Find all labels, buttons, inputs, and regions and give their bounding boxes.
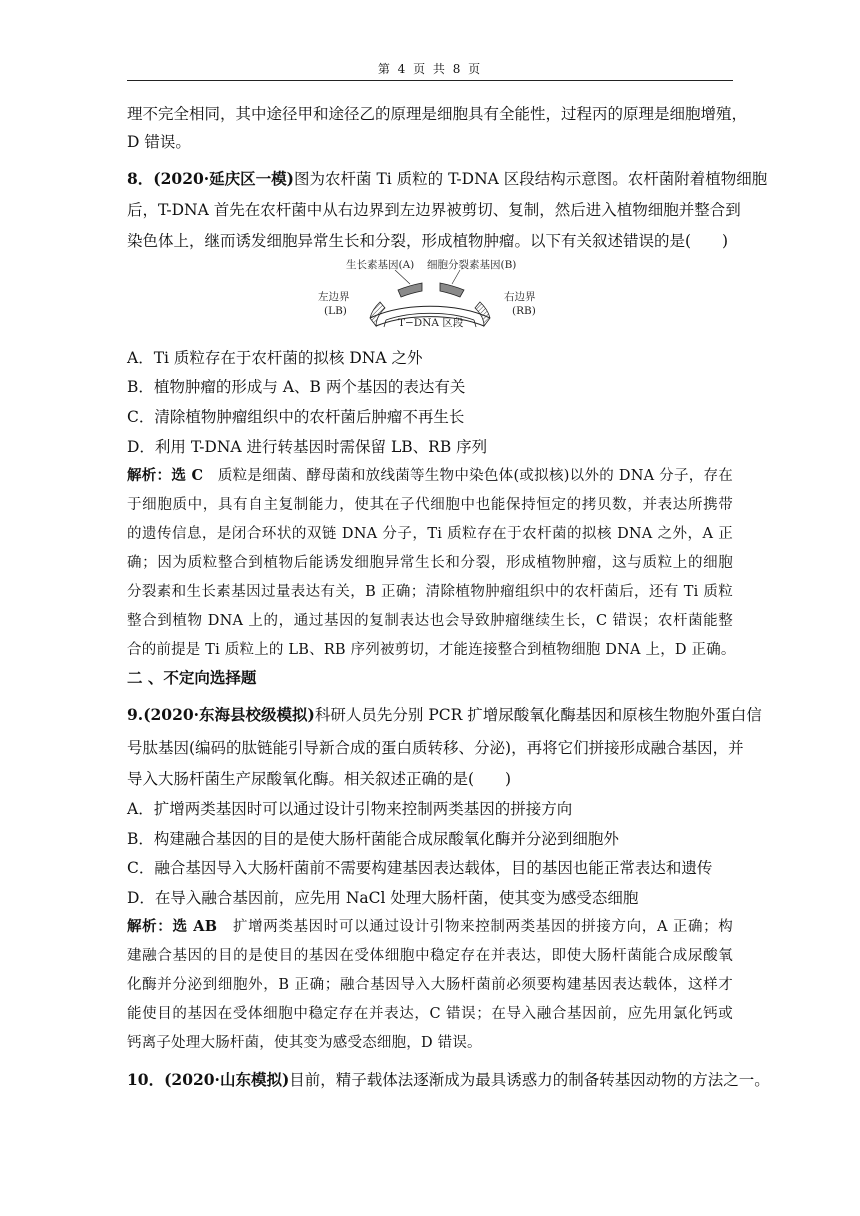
solution-answer: 选 AB: [172, 918, 218, 935]
left-border-segment: [370, 302, 385, 326]
question-number: 8．: [127, 169, 154, 188]
gene-b-segment: [440, 283, 464, 297]
solution-line: 钙离子处理大肠杆菌，使其变为感受态细胞，D 错误。: [127, 1035, 482, 1051]
section-title: 二 、不定向选择题: [127, 668, 257, 687]
question-source: (2020·东海县校级模拟): [143, 705, 315, 724]
question-source: (2020·延庆区一模): [153, 169, 295, 188]
question-text: 科研人员先分别 PCR 扩增尿酸氧化酶基因和原核生物胞外蛋白信: [314, 706, 762, 724]
header-rule: [127, 80, 733, 81]
option-d: D．利用 T-DNA 进行转基因时需保留 LB、RB 序列: [127, 438, 488, 456]
option-b: B．植物肿瘤的形成与 A、B 两个基因的表达有关: [127, 378, 466, 396]
question-9-line-2: 号肽基因(编码的肽链能引导新合成的蛋白质转移、分泌)，再将它们拼接形成融合基因，并: [127, 739, 744, 757]
question-10-line-1: [127, 1069, 770, 1091]
question-8-line-2: 后，T-DNA 首先在农杆菌中从右边界到左边界被剪切、复制，然后进入植物细胞并整合到: [127, 201, 741, 219]
solution-line: 解析：选 C 质粒是细菌、酵母菌和放线菌等生物中染色体(或拟核)以外的 DNA 分子，存在: [127, 467, 733, 484]
solution-line: 合的前提是 Ti 质粒上的 LB、RB 序列被剪切，才能连接整合到植物细胞 DNA 上，D 正确。: [127, 642, 736, 658]
question-number: 9.: [127, 705, 144, 724]
solution-line: 于细胞质中，具有自主复制能力，使其在子代细胞中也能保持恒定的拷贝数，并表达所携带: [127, 497, 733, 513]
left-border-label: 左边界: [318, 291, 350, 303]
region-label: T−DNA 区段: [398, 317, 464, 329]
paragraph-line: D 错误。: [127, 133, 191, 151]
page-indicator: 第 4 页 共 8 页: [377, 62, 483, 76]
solution-line: 建融合基因的目的是使目的基因在受体细胞中稳定存在并表达，即使大肠杆菌能合成尿酸氧: [127, 948, 733, 964]
option-a: A．扩增两类基因时可以通过设计引物来控制两类基因的拼接方向: [127, 800, 573, 818]
option-a: A．Ti 质粒存在于农杆菌的拟核 DNA 之外: [127, 349, 423, 367]
option-c: C．融合基因导入大肠杆菌前不需要构建基因表达载体，目的基因也能正常表达和遗传: [127, 859, 713, 877]
solution-line: 分裂素和生长素基因过量表达有关，B 正确；清除植物肿瘤组织中的农杆菌后，还有 Ti 质粒: [127, 584, 733, 600]
solution-line: 确；因为质粒整合到植物后能诱发细胞异常生长和分裂，形成植物肿瘤，这与质粒上的细胞: [127, 555, 733, 571]
question-text: 目前，精子载体法逐渐成为最具诱惑力的制备转基因动物的方法之一。: [289, 1071, 770, 1089]
right-border-abbr: (RB): [512, 305, 536, 317]
solution-label: 解析：: [127, 467, 172, 484]
option-c: C．清除植物肿瘤组织中的农杆菌后肿瘤不再生长: [127, 408, 465, 426]
solution-line: 能使目的基因在受体细胞中稳定存在并表达，C 错误；在导入融合基因前，应先用氯化钙或: [127, 1006, 733, 1022]
solution-label: 解析：: [127, 918, 173, 935]
question-source: (2020·山东模拟): [164, 1070, 290, 1089]
question-8-line-3: 染色体上，继而诱发细胞异常生长和分裂，形成植物肿瘤。以下有关叙述错误的是( ): [127, 232, 729, 250]
gene-a-label: 生长素基因(A): [346, 259, 415, 271]
question-text: 图为农杆菌 Ti 质粒的 T-DNA 区段结构示意图。农杆菌附着植物细胞: [294, 170, 768, 188]
t-dna-diagram: [300, 256, 560, 342]
gene-a-segment: [398, 283, 422, 297]
solution-line: 的遗传信息，是闭合环状的双链 DNA 分子，Ti 质粒存在于农杆菌的拟核 DNA 之外，A 正: [127, 526, 733, 542]
solution-line: 整合到植物 DNA 上的，通过基因的复制表达也会导致肿瘤继续生长，C 错误；农杆菌能整: [127, 613, 733, 629]
solution-answer: 选 C: [171, 467, 204, 484]
option-b: B．构建融合基因的目的是使大肠杆菌能合成尿酸氧化酶并分泌到细胞外: [127, 830, 619, 848]
left-border-abbr: (LB): [324, 305, 347, 317]
question-9-line-3: 导入大肠杆菌生产尿酸氧化酶。相关叙述正确的是( ): [127, 770, 512, 788]
question-9-line-1: [127, 704, 762, 726]
question-number: 10．: [127, 1070, 165, 1089]
gene-b-label: 细胞分裂素基因(B): [427, 259, 517, 271]
question-8-line-1: [127, 168, 768, 190]
paragraph-line: 理不完全相同，其中途径甲和途径乙的原理是细胞具有全能性，过程丙的原理是细胞增殖，: [127, 105, 748, 123]
solution-line: 化酶并分泌到细胞外，B 正确；融合基因导入大肠杆菌前必须要构建基因表达载体，这样才: [127, 977, 733, 993]
right-border-label: 右边界: [504, 291, 536, 303]
right-border-segment: [475, 302, 490, 326]
option-d: D．在导入融合基因前，应先用 NaCl 处理大肠杆菌，使其变为感受态细胞: [127, 889, 639, 907]
t-dna-diagram-svg: [300, 256, 560, 342]
solution-line: 解析：选 AB 扩增两类基因时可以通过设计引物来控制两类基因的拼接方向，A 正确；构: [127, 918, 733, 935]
